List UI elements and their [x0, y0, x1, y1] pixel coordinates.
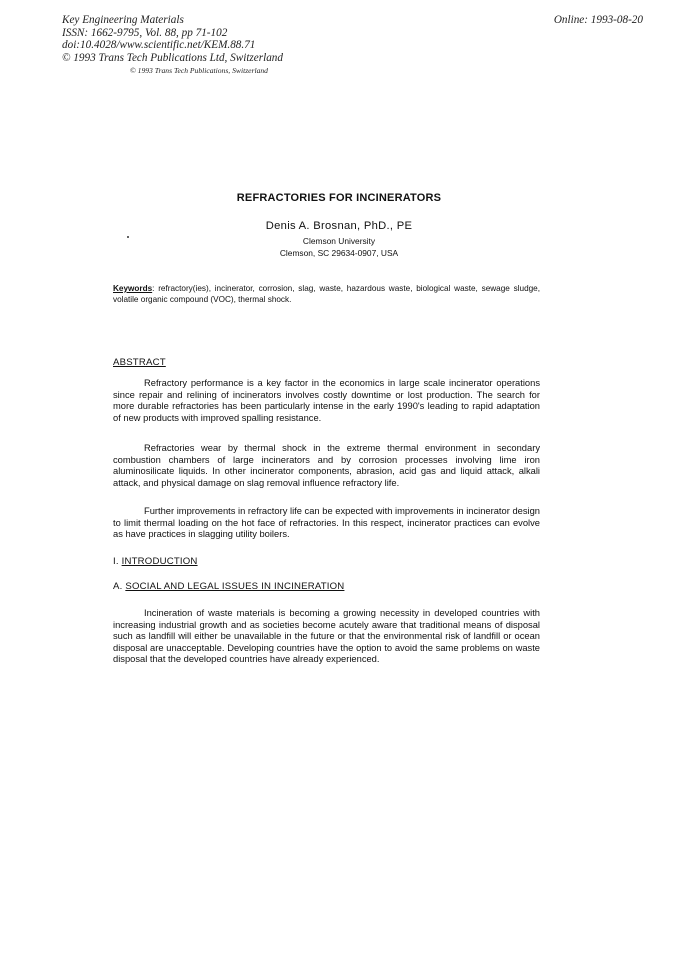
- affiliation-address: Clemson, SC 29634-0907, USA: [279, 248, 399, 258]
- journal-doi: doi:10.4028/www.scientific.net/KEM.88.71: [62, 39, 256, 52]
- paper-title: REFRACTORIES FOR INCINERATORS: [236, 192, 442, 204]
- introduction-heading-text: INTRODUCTION: [121, 556, 198, 567]
- subsection-heading-text: SOCIAL AND LEGAL ISSUES IN INCINERATION: [125, 581, 345, 592]
- subsection-number: A.: [113, 581, 126, 592]
- author-name: Denis A. Brosnan, PhD., PE: [265, 220, 413, 232]
- introduction-heading: [113, 556, 198, 567]
- publisher-line: © 1993 Trans Tech Publications, Switzerland: [130, 66, 268, 75]
- online-date: Online: 1993-08-20: [553, 14, 643, 26]
- affiliation-university: Clemson University: [302, 236, 376, 246]
- abstract-paragraph-2: Refractories wear by thermal shock in the extreme thermal environment in secondary combustion chambers of large incinerators and by corrosion processes involving lime iron aluminosilicate liquids. In other incinerator components, abrasion, acid gas and liquid attack, alkali attack, and physical damage on slag removal influence refractory life.: [113, 443, 540, 488]
- journal-name: Key Engineering Materials: [62, 14, 184, 26]
- introduction-number: I.: [113, 556, 122, 567]
- abstract-heading: [113, 357, 166, 368]
- keywords-text: : refractory(ies), incinerator, corrosion, slag, waste, hazardous waste, biological waste, sewage sludge, volatile organic compound (VOC), thermal shock.: [113, 284, 540, 304]
- abstract-heading-text: ABSTRACT: [113, 357, 166, 368]
- subsection-heading: [113, 581, 344, 592]
- introduction-paragraph: Incineration of waste materials is becoming a growing necessity in developed countries with increasing industrial growth and as societies become acutely aware that traditional means of disposal such as landfill will either be unavailable in the future or that the environmental risk of landfill or ocean disposal are unacceptable. Developing countries have the option to avoid the same problems on waste disposal that the developed countries have already experienced.: [113, 608, 540, 665]
- abstract-paragraph-1: Refractory performance is a key factor in the economics in large scale incinerator operations since repair and relining of incinerators involves costly downtime or lost production. The search for more durable refractories has been particularly intense in the early 1990's leading to rapid adaptation of new products with improved spalling resistance.: [113, 378, 540, 423]
- journal-copyright: © 1993 Trans Tech Publications Ltd, Switzerland: [62, 51, 283, 64]
- journal-issn: ISSN: 1662-9795, Vol. 88, pp 71-102: [62, 26, 228, 39]
- keywords-label: Keywords: [113, 284, 153, 293]
- journal-citation: [62, 14, 283, 64]
- abstract-paragraph-3: Further improvements in refractory life can be expected with improvements in incinerator design to limit thermal loading on the hot face of refractories. In this respect, incinerator practices can evolve as have practices in slagging utility boilers.: [113, 506, 540, 540]
- stray-mark: [127, 236, 129, 238]
- keywords-block: [113, 284, 540, 305]
